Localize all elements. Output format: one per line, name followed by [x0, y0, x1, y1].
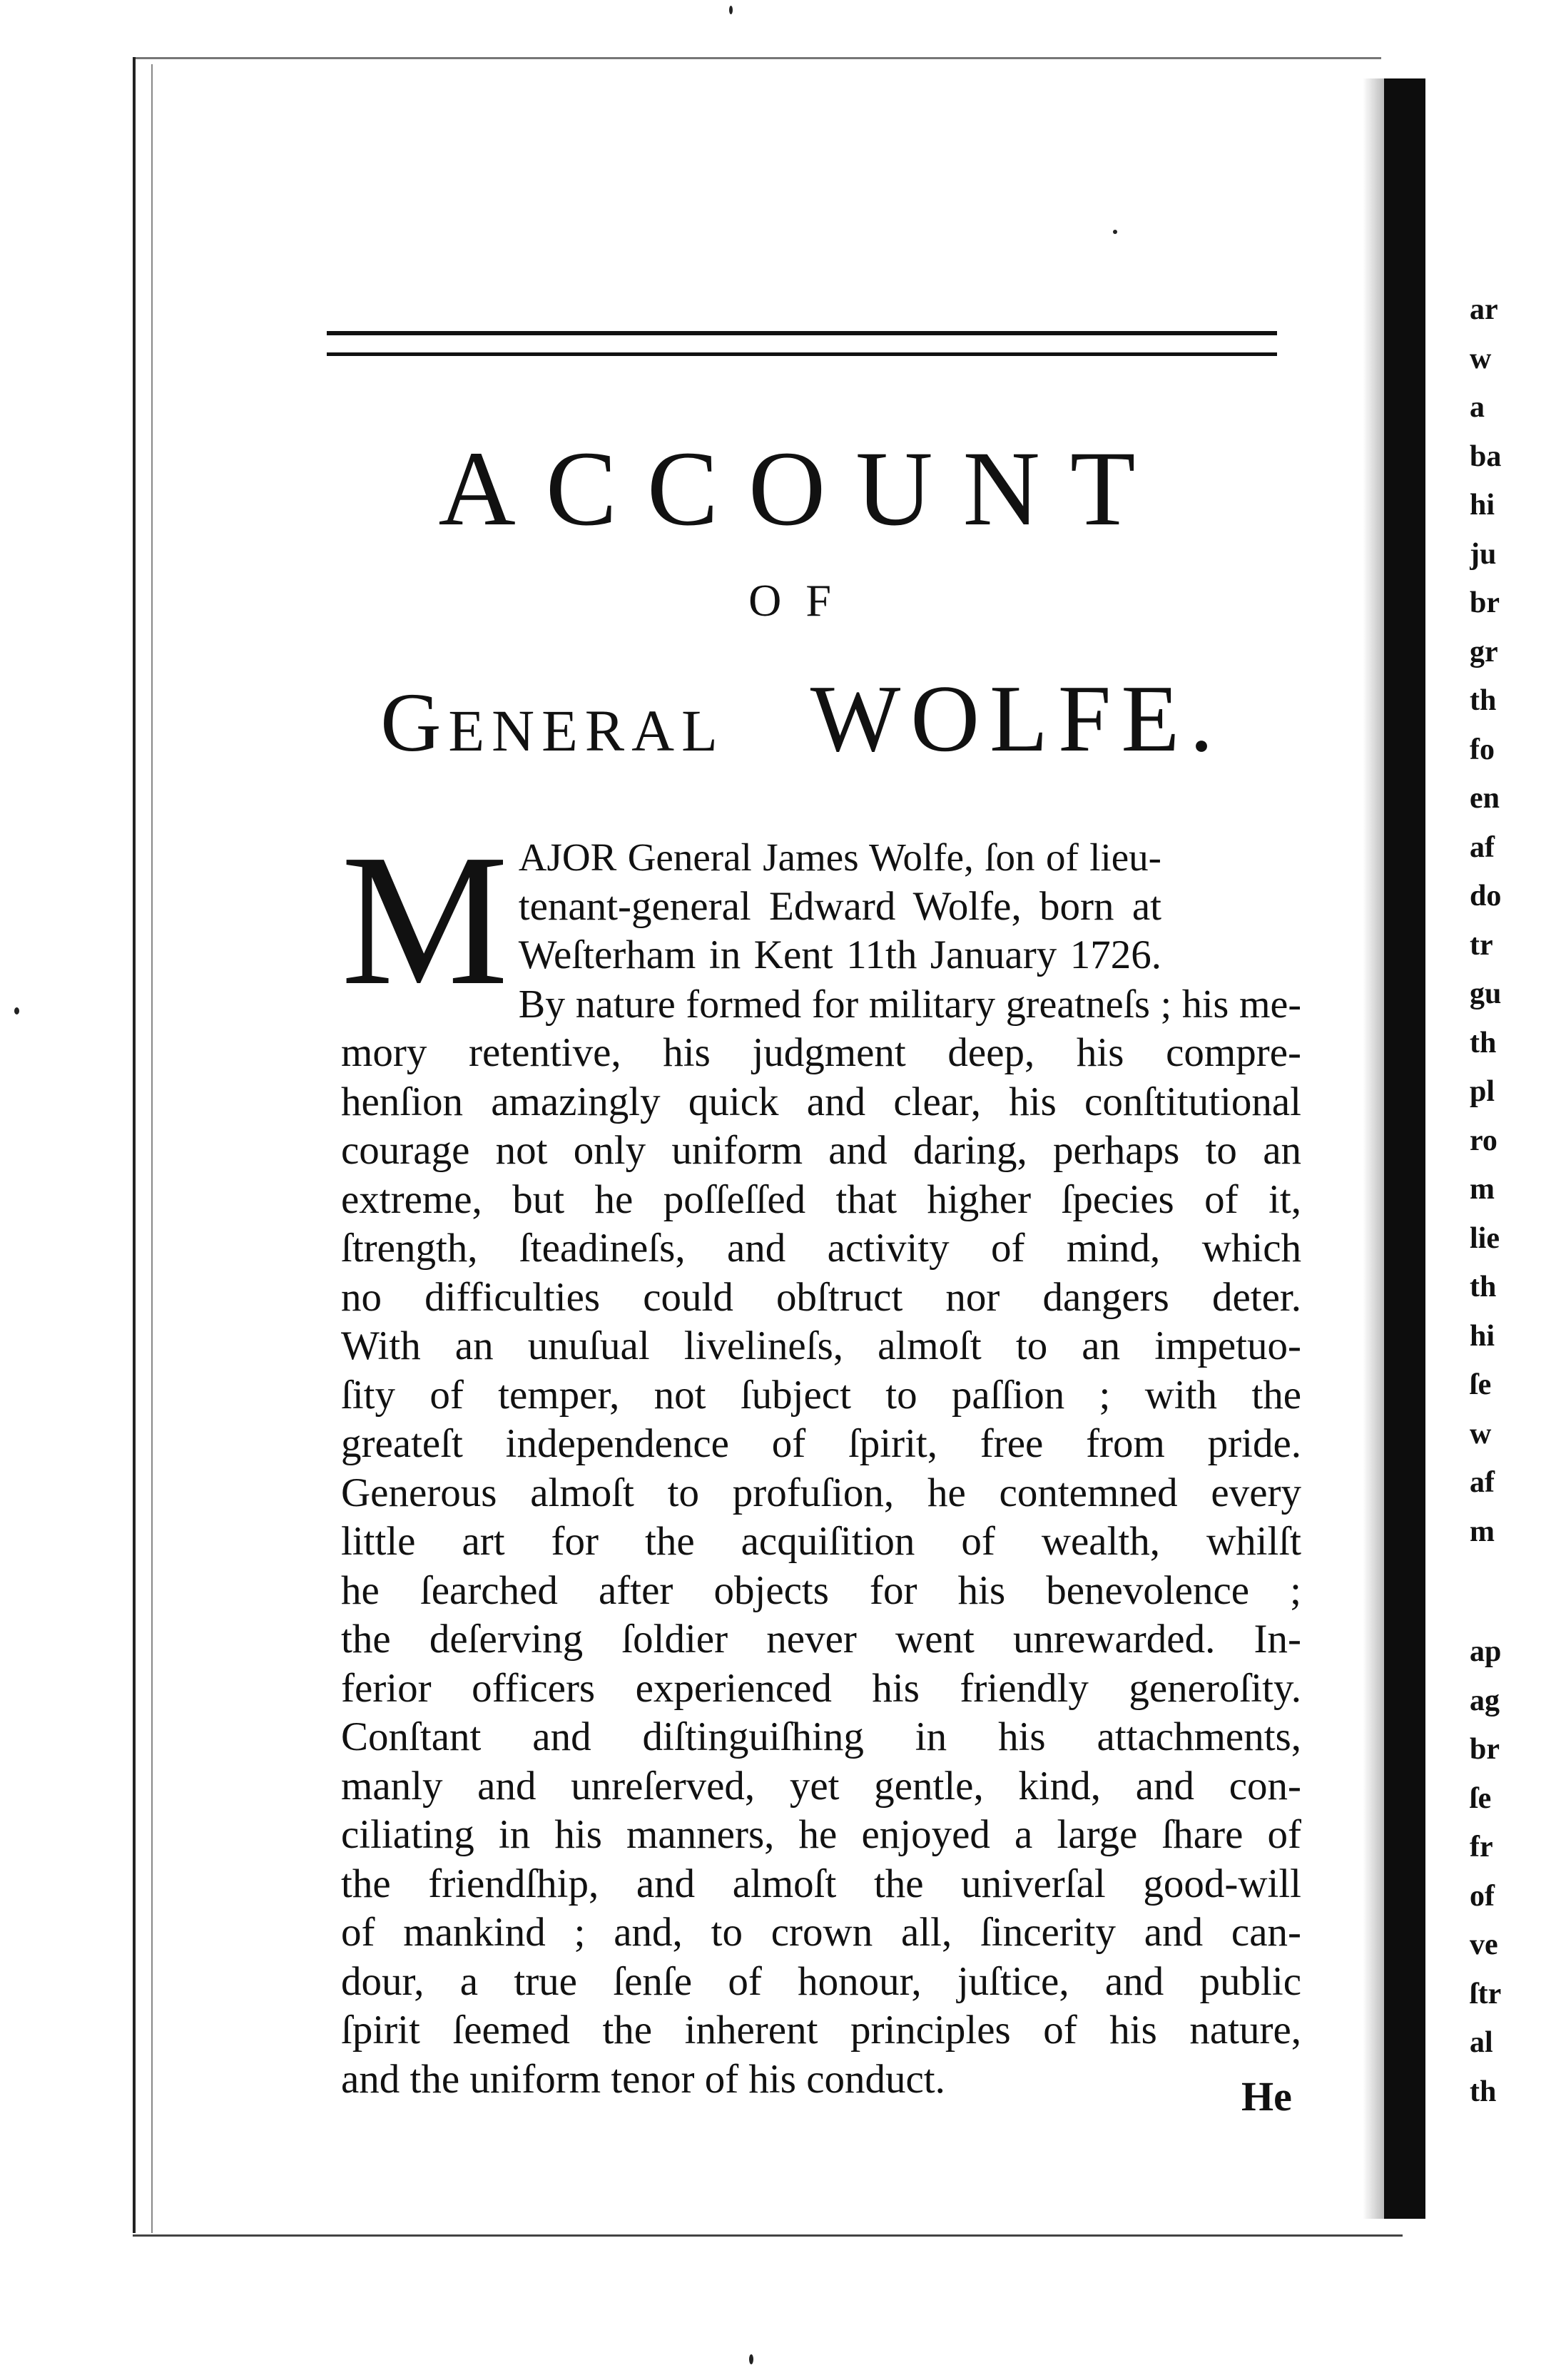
facing-page-fragment: of	[1470, 1879, 1495, 1913]
ink-speck	[14, 1007, 19, 1014]
body-line: greateſt independence of ſpirit, free from pride.	[341, 1421, 1301, 1466]
body-line: courage not only uniform and daring, perhaps to an	[341, 1128, 1301, 1173]
facing-page-fragment: af	[1470, 1466, 1495, 1499]
facing-page-fragment: hi	[1470, 489, 1495, 522]
facing-page-fragment: ſe	[1470, 1368, 1492, 1401]
body-line: he ſearched after objects for his benevolence ;	[341, 1567, 1301, 1613]
facing-page-fragments-top	[1470, 285, 1551, 1556]
facing-page-fragment: en	[1470, 782, 1500, 815]
heading-of: OF	[748, 575, 855, 626]
facing-page-fragment: w	[1470, 342, 1492, 375]
facing-page-fragment: th	[1470, 684, 1497, 717]
facing-page-fragment: w	[1470, 1417, 1492, 1450]
body-line: and the uniform tenor of his conduct.	[341, 2056, 945, 2102]
catchword: He	[1241, 2073, 1292, 2120]
facing-page-fragment: a	[1470, 391, 1485, 424]
facing-page-fragment: tr	[1470, 928, 1493, 962]
body-line: little art for the acquiſition of wealth, whilſt	[341, 1519, 1301, 1564]
facing-page-fragment: hi	[1470, 1319, 1495, 1353]
facing-page-fragment: ju	[1470, 537, 1497, 571]
facing-page-fragment: th	[1470, 1271, 1497, 1303]
facing-page-fragment: br	[1470, 1733, 1500, 1766]
body-line: of mankind ; and, to crown all, ſincerity and can-	[341, 1910, 1301, 1955]
facing-page-fragment: ag	[1470, 1684, 1500, 1717]
facing-page-fragment: ar	[1470, 293, 1498, 326]
body-line: Generous almoſt to profuſion, he contemned every	[341, 1470, 1301, 1515]
gutter-shadow	[1363, 78, 1384, 2219]
body-line: the deſerving ſoldier never went unrewarded. In-	[341, 1617, 1301, 1662]
facing-page-fragment: fo	[1470, 733, 1495, 766]
facing-page-fragment: gr	[1470, 635, 1498, 668]
body-line: mory retentive, his judgment deep, his compre-	[341, 1030, 1301, 1075]
ink-speck	[1113, 230, 1117, 234]
ink-speck	[729, 6, 733, 14]
facing-page-fragment: al	[1470, 2026, 1493, 2059]
facing-page-fragment: ap	[1470, 1635, 1502, 1668]
facing-page-fragments-bottom	[1470, 1627, 1551, 2116]
facing-page-fragment: fr	[1470, 1831, 1493, 1863]
heading-wolfe: WOLFE.	[810, 666, 1224, 771]
facing-page-edge	[1470, 285, 1551, 2116]
body-line: extreme, but he poſſeſſed that higher ſpecies of it,	[341, 1176, 1301, 1222]
facing-page-fragment: gu	[1470, 977, 1502, 1010]
body-text	[341, 816, 1301, 2104]
page-left-inner-edge	[151, 64, 153, 2233]
ornamental-rule-bottom	[327, 352, 1277, 356]
facing-page-fragment: m	[1470, 1173, 1495, 1206]
facing-page-fragment: ve	[1470, 1928, 1498, 1961]
page-bottom-edge	[133, 2234, 1403, 2237]
body-line: Conſtant and diſtinguiſhing in his attachments,	[341, 1714, 1301, 1759]
facing-page-fragment: pl	[1470, 1075, 1495, 1108]
page-top-edge	[133, 57, 1381, 59]
body-line: ferior officers experienced his friendly generoſity.	[341, 1665, 1301, 1711]
body-line: ſpirit ſeemed the inherent principles of his nature,	[341, 2008, 1301, 2053]
body-line: ſtrength, ſteadineſs, and activity of mind, which	[341, 1226, 1301, 1271]
facing-page-fragment: ſe	[1470, 1781, 1492, 1815]
binding-gutter	[1384, 78, 1425, 2219]
facing-page-fragment: ro	[1470, 1124, 1497, 1157]
body-line: no difficulties could obſtruct nor dangers deter.	[341, 1274, 1301, 1320]
facing-page-fragment: ſtr	[1470, 1977, 1502, 2010]
body-line: dour, a true ſenſe of honour, juſtice, and public	[341, 1958, 1301, 2004]
facing-page-fragment: lie	[1470, 1221, 1500, 1255]
body-line: the friendſhip, and almoſt the univerſal good-will	[341, 1861, 1301, 1906]
heading-name	[327, 666, 1277, 771]
heading-title: ACCOUNT	[438, 429, 1166, 548]
drop-cap: M	[341, 816, 509, 1024]
body-line: By nature formed for military greatneſs ; his me-	[518, 982, 1301, 1027]
body-line: henſion amazingly quick and clear, his conſtitutional	[341, 1079, 1301, 1124]
ornamental-rule-top	[327, 331, 1277, 335]
facing-page-fragment: ba	[1470, 439, 1502, 473]
heading-general: General	[380, 676, 725, 769]
facing-page-fragment: th	[1470, 1026, 1497, 1059]
body-line: manly and unreſerved, yet gentle, kind, and con-	[341, 1763, 1301, 1809]
body-line: tenant-general Edward Wolfe, born at	[518, 883, 1161, 929]
body-line: ſity of temper, not ſubject to paſſion ; with the	[341, 1372, 1301, 1418]
facing-page-fragment: br	[1470, 586, 1500, 619]
facing-page-fragment: af	[1470, 830, 1495, 864]
facing-page-fragment: m	[1470, 1515, 1495, 1548]
body-line: ciliating in his manners, he enjoyed a large ſhare of	[341, 1812, 1301, 1857]
body-line: Weſterham in Kent 11th January 1726.	[518, 932, 1161, 977]
facing-page-fragment: do	[1470, 880, 1502, 912]
body-line: With an unuſual livelineſs, almoſt to an impetuo-	[341, 1323, 1301, 1368]
ink-speck	[749, 2354, 753, 2364]
facing-page-fragment: th	[1470, 2075, 1497, 2108]
body-line: AJOR General James Wolfe, ſon of lieu-	[518, 835, 1161, 879]
page-left-edge	[133, 57, 136, 2233]
